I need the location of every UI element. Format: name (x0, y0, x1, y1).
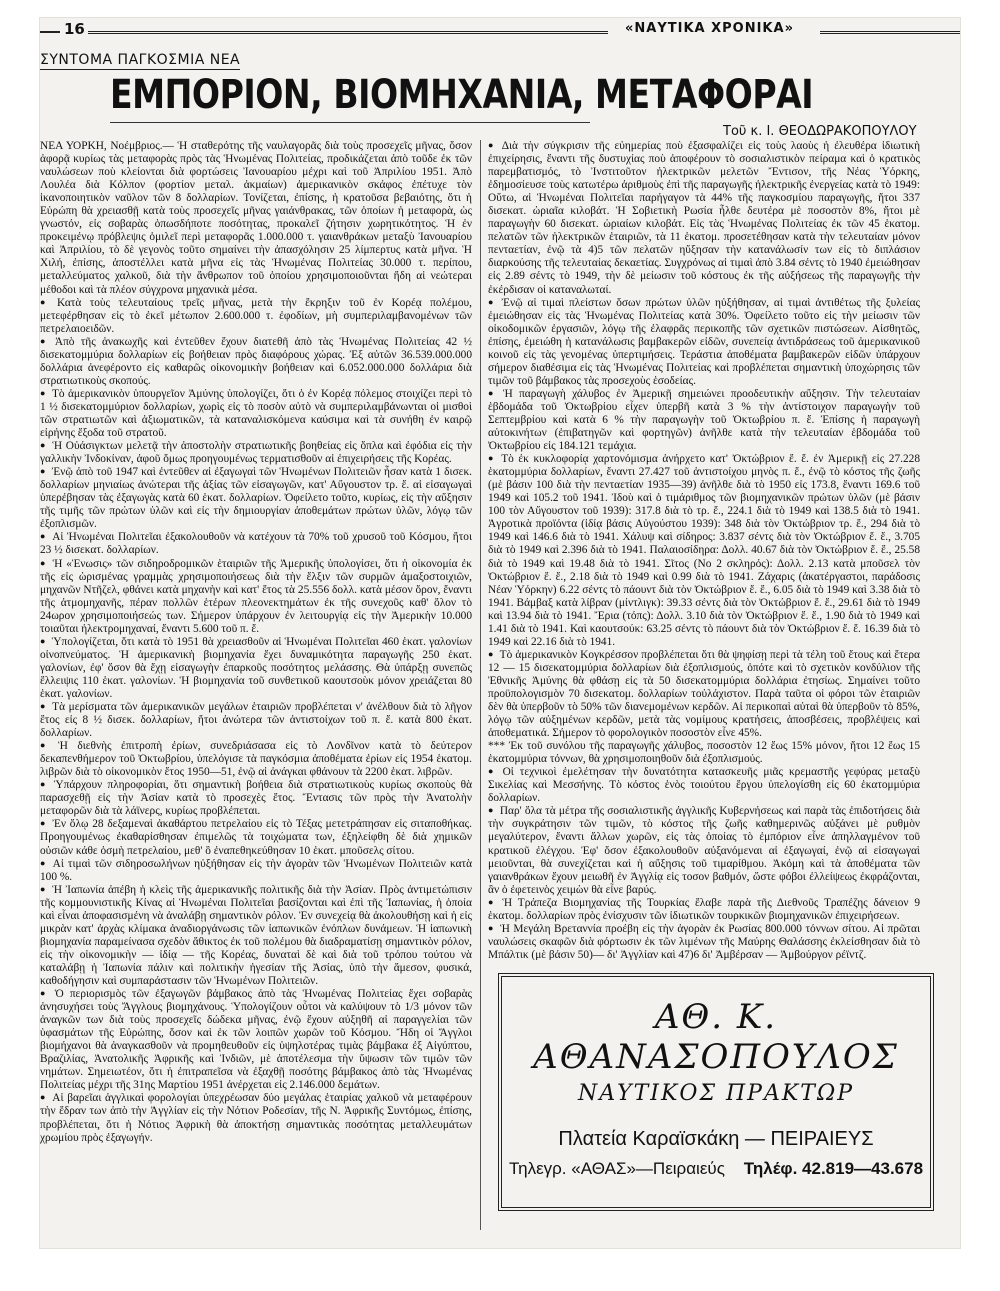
byline: Τοῦ κ. Ι. ΘΕΟΔΩΡΑΚΟΠΟΥΛΟΥ (723, 124, 917, 139)
article-paragraph: ● Ἡ Οὐάσιγκτων μελετᾷ τὴν ἀποστολὴν στρατιωτικῆς βοηθείας εἰς ὅπλα καὶ ἐφόδια εἰς τὴν γαλλικὴν Ἰνδοκίναν, ἀφοῦ ὅμως προηγουμένως τερματισθοῦν αἱ ἐπιχειρήσεις τῆς Κορέας. (40, 440, 472, 466)
article-paragraph: ● Τὸ ἀμερικανικὸν ὑπουργεῖον Ἀμύνης ὑπολογίζει, ὅτι ὁ ἐν Κορέᾳ πόλεμος στοιχίζει περὶ τὸ 1 ½ δισεκατομμύριον δολλαρίων, χωρὶς εἰς τὸ ποσὸν αὐτὸ νὰ συμπεριλαμβάνωνται οἱ μισθοὶ τῶν στρατιωτῶν καὶ ἀξιωματικῶν, τὰ καταναλισκόμενα καύσιμα καὶ τὰ συνήθη ἐν καιρῷ εἰρήνης ἔξοδα τοῦ στρατοῦ. (40, 388, 472, 440)
article-column-right (488, 140, 920, 960)
headline: ΕΜΠΟΡΙΟΝ, ΒΙΟΜΗΧΑΝΙΑ, ΜΕΤΑΦΟΡΑΙ (110, 72, 814, 118)
newspaper-page (40, 18, 960, 1248)
article-paragraph: ● Παρ' ὅλα τὰ μέτρα τῆς σοσιαλιστικῆς ἀγγλικῆς Κυβερνήσεως καὶ παρὰ τὰς ἐπιδοτήσεις διὰ τὴν συγκράτησιν τῶν τιμῶν, τὸ κόστος τῆς ζωῆς καθημερινῶς αὐξάνει μὲ ρυθμὸν μεγαλύτερον, ἔναντι ἄλλων χωρῶν, εἰς τὰς ὁποίας τὸ ἐμπόριον εἶνε ἀπηλλαγμένον τοῦ κρατικοῦ ἐλέγχου. Ἐφ' ὅσον ἐξακολουθοῦν αὐξανόμεναι αἱ ἐξαγωγαί, ἐνῷ αἱ εἰσαγωγαὶ μειοῦνται, θὰ συνεχίζεται καὶ ἡ αὔξησις τοῦ τιμαρίθμου. Ἀκόμη καὶ τὰ ἀποθέματα τῶν γαιανθράκων ἔχουν μειωθῆ ἐν Ἀγγλίᾳ εἰς τοσον βαθμόν, ὥστε φόβοι ἐλλείψεως ἐκφράζονται, ἂν ὁ ἐφετεινὸς χειμὼν θὰ εἶνε βαρύς. (488, 805, 920, 896)
article-paragraph: ● Αἱ Ἡνωμέναι Πολιτεῖαι ἐξακολουθοῦν νὰ κατέχουν τὰ 70% τοῦ χρυσοῦ τοῦ Κόσμου, ἤτοι 23 ½ δισεκατ. δολλαρίων. (40, 531, 472, 557)
header-rule (88, 31, 608, 34)
masthead: «ΝΑΥΤΙΚΑ ΧΡΟΝΙΚΑ» (625, 21, 794, 36)
article-paragraph: ● Ἡ Μεγάλη Βρεταννία προέβη εἰς τὴν ἀγορὰν ἐκ Ρωσίας 800.000 τόννων σίτου. Αἱ πρῶται ναυλώσεις σκαφῶν διὰ φόρτωσιν ἐκ τῶν λιμένων τῆς Μαύρης Θαλάσσης ἐκλείσθησαν διὰ τὸ Μπάλτικ (μὲ βάσιν 50)— δι' Ἀγγλίαν καὶ 47)6 δι' Ἀμβέρσαν — Ἀμβούργον ρέϊντζ. (488, 923, 920, 960)
article-paragraph: ● Οἱ τεχνικοὶ ἐμελέτησαν τὴν δυνατότητα κατασκευῆς μιᾶς κρεμαστῆς γεφύρας μεταξὺ Σικελίας καὶ Μεσσήνης. Τὸ κόστος ἑνὸς τοιούτου ἔργου ὑπελογίσθη εἰς 60 ἑκατομμύρια δολλαρίων. (488, 766, 920, 805)
ad-phone: Τηλέφ. 42.819—43.678 (743, 1159, 924, 1178)
advertisement-box (498, 973, 934, 1211)
article-paragraph: ● Ὑπάρχουν πληροφορίαι, ὅτι σημαντικὴ βοήθεια διὰ στρατιωτικοὺς κυρίως σκοποὺς θὰ παρασχεθῇ εἰς τὴν Ἀσίαν κατὰ τὸ προσεχὲς ἔτος. Ἔντασις τῶν πρὸς τὴν Ἀνατολὴν μεταφορῶν διὰ τὰ λάϊνερς, κυρίως προβλέπεται. (40, 779, 472, 818)
article-paragraph: ● Ἡ παραγωγὴ χάλυβος ἐν Ἀμερικῇ σημειώνει προοδευτικὴν αὔξησιν. Τὴν τελευταίαν ἑβδομάδα τοῦ Ὀκτωβρίου εἶχεν ὑπερβῆ κατὰ 3 % τὴν ἀντίστοιχον παραγωγὴν τοῦ Σεπτεμβρίου καὶ κατὰ 6 % τὴν παραγωγὴν τοῦ Ὀκτωβρίου π. ἔ. Ἐπίσης ἡ παραγωγὴ αὐτοκινήτων (ἐπιβατηγῶν καὶ φορτηγῶν) ἀνῆλθε κατὰ τὴν τελευταίαν ἑβδομάδα τοῦ Ὀκτωβρίου εἰς 184.121 τεμάχια. (488, 388, 920, 453)
ad-company-name: ΑΘ. Κ. ΑΘΑΝΑΣΟΠΟΥΛΟΣ (533, 997, 899, 1077)
article-paragraph: ● Ἀπὸ τῆς ἀνακωχῆς καὶ ἐντεῦθεν ἔχουν διατεθῆ ἀπὸ τὰς Ἡνωμένας Πολιτείας 42 ½ δισεκατομμύρια δολλαρίων εἰς βοήθειαν πρὸς διαφόρους χώρας. Ἐξ αὐτῶν 36.539.000.000 δολλάρια ἀνεφέροντο εἰς καθαρῶς οἰκονομικὴν βοήθειαν καὶ 6.052.000.000 δολλάρια διὰ στρατιωτικοὺς σκοπούς. (40, 336, 472, 388)
ad-contact (502, 1159, 930, 1179)
article-paragraph: ● Διὰ τὴν σύγκρισιν τῆς εὐημερίας ποὺ ἐξασφαλίζει εἰς τοὺς λαοὺς ἡ ἐλευθέρα ἰδιωτικὴ ἐπιχείρησις, ἔναντι τῆς δυστυχίας ποὺ ἀποφέρουν τὸ σοσιαλιστικὸν πείραμα καὶ ὁ κρατικὸς παρεμβατισμός, τὸ Ἰνστιτοῦτον ἠλεκτρικῶν μελετῶν Ἔντισον, τῆς Νέας Ὑόρκης, ἐδημοσίευσε τοὺς κατωτέρω ἀριθμοὺς ἐπὶ τῆς παραγωγῆς ἠλεκτρικῆς ἐνεργείας κατὰ τὸ 1949: Οὕτω, αἱ Ἡνωμέναι Πολιτεῖαι παρήγαγον τὰ 44% τῆς παγκοσμίου παραγωγῆς, ἤτοι 337 δισεκατ. ὡριαῖα κιλοβάτ. Ἡ Σοβιετικὴ Ρωσία ἦλθε δευτέρα μὲ ποσοστὸν 8%, ἤτοι μὲ παραγωγὴν 60 δισεκατ. ὡριαίων κιλοβάτ. Εἰς τὰς Ἡνωμένας Πολιτείας ἐκ τῶν 45 ἑκατομ. πελατῶν τῶν ἠλεκτρικῶν ἑταιριῶν, τὰ 11 ἑκατομ. προσετέθησαν κατὰ τὴν τελευταίαν μόνον πενταετίαν, ἐνῷ τὰ 4)5 τῶν πελατῶν ηὔξησαν τὴν κατανάλωσίν των εἰς τὸ διπλάσιον διαρκούσης τῆς τελευταίας δεκαετίας. Συγχρόνως αἱ τιμαὶ ἀπὸ 3.84 σέντς τὸ 1940 ἐμειώθησαν εἰς 2.89 σέντς τὸ 1949, τὴν δὲ μείωσιν τοῦ κόστους ἐκ τῆς αὐξήσεως τῆς παραγωγῆς τὴν ἐκέρδισαν οἱ καταναλωταί. (488, 140, 920, 297)
article-paragraph: ● Αἱ βαρεῖαι ἀγγλικαὶ φορολογίαι ὑπεχρέωσαν δύο μεγάλας ἑταιρίας χαλκοῦ νὰ μεταφέρουν τὴν ἕδραν των ἀπὸ τὴν Ἀγγλίαν εἰς τὴν Νότιον Ροδεσίαν, τῆς Ν. Ἀφρικῆς Συντόμως, ἐπίσης, προβλέπεται, ὅτι ἡ Νότιος Ἀφρικὴ θὰ ἀποκτήσῃ σημαντικὰς ποσότητας μεταλλευμάτων χρωμίου πρὸς ἐξαγωγήν. (40, 1092, 472, 1144)
article-paragraph: ● Αἱ τιμαὶ τῶν σιδηροσωλήνων ηὐξήθησαν εἰς τὴν ἀγορὰν τῶν Ἡνωμένων Πολιτειῶν κατὰ 100 %. (40, 858, 472, 884)
header-rule (820, 31, 960, 34)
running-header (40, 20, 960, 42)
article-paragraph: ● Ἐν ὅλῳ 28 δεξαμεναὶ ἀκαθάρτου πετρελαίου εἰς τὸ Τέξας μετετράπησαν εἰς σιταποθήκας. Προηγουμένως ἐκαθαρίσθησαν ἐπιμελῶς τὰ τοιχώματα των, ἐξηλείφθη δὲ διὰ χημικῶν οὐσιῶν κάθε ὀσμὴ πετρελαίου, μεθ' ὃ ἐναπεθηκεύθησαν 10 ἑκατ. μποῦσελς σίτου. (40, 818, 472, 857)
article-paragraph: ● Ὑπολογίζεται, ὅτι κατὰ τὸ 1951 θὰ χρειασθοῦν αἱ Ἡνωμέναι Πολιτεῖαι 460 ἑκατ. γαλονίων οἰνοπνεύματος. Ἡ ἀμερικανικὴ βιομηχανία ἔχει δυναμικότητα παραγωγῆς 250 ἑκατ. γαλονίων, ἐφ' ὅσον θὰ ἔχῃ εἰσαγωγὴν ἐπαρκοῦς ποσότητος μελάσσης. Θὰ ὑπάρξῃ συνεπῶς ἔλλειψις 110 ἑκατ. γαλονίων. Ἡ βιομηχανία τοῦ συνθετικοῦ καουτσοὺκ μόνον χρειάζεται 80 ἑκατ. γαλονίων. (40, 636, 472, 701)
ad-role: ΝΑΥΤΙΚΟΣ ΠΡΑΚΤΩΡ (577, 1081, 855, 1106)
article-paragraph: *** Ἐκ τοῦ συνόλου τῆς παραγωγῆς χάλυβος, ποσοστὸν 12 ἕως 15% μόνον, ἤτοι 12 ἕως 15 ἑκατομμύρια τόννων, θὰ χρησιμοποιηθοῦν διὰ ἐξοπλισμούς. (488, 740, 920, 766)
article-paragraph: ● Τὸ ἀμερικανικὸν Κογκρέσσον προβλέπεται ὅτι θὰ ψηφίσῃ περὶ τὰ τέλη τοῦ ἔτους καὶ ἕτερα 12 — 15 δισεκατομμύρια δολλαρίων διὰ ἐξοπλισμούς, ὁπότε καὶ τὸ σχετικὸν κονδύλιον τῆς Ἐθνικῆς Ἀμύνης θὰ φθάσῃ εἰς τὰ 50 δισεκατομμύρια δολλάρια ἐτησίως. Σημαίνει τοῦτο προϋπολογισμὸν 70 δισεκατομ. δολλαρίων τοὐλάχιστον. Παρὰ ταῦτα οἱ φόροι τῶν ἑταιριῶν δὲν θὰ ὑπερβοῦν τὸ 50% τῶν διανεμομένων κερδῶν. Αἱ περικοπαὶ αὐταὶ θὰ ὑπερβοῦν τὸ 85%, λόγῳ τῶν αὐξημένων κερδῶν, μετὰ τὰς νομίμους κρατήσεις, ἀποσβέσεις, προβλέψεις καὶ ἀποθεματικά. Σήμερον τὸ φορολογικὸν ποσοστὸν εἶνε 45%. (488, 649, 920, 740)
article-paragraph: ΝΕΑ ΥΟΡΚΗ, Νοέμβριος.— Ἡ σταθερότης τῆς ναυλαγορᾶς διὰ τοὺς προσεχεῖς μῆνας, ὅσον ἀφορᾷ κυρίως τὰς μεταφορὰς πρὸς τὰς Ἡνωμένας Πολιτείας, προδικάζεται ἀπὸ τοῦδε ἐκ τῶν ναυλώσεων ποὺ κλείονται διὰ φορτώσεις Ἰανουαρίου μέχρι καὶ τοῦ Ἀπριλίου 1951. Ἀπὸ Λουλέα διὰ Κόλπον (φορτίον μεταλ. ἀκμαίων) ἀμερικανικὸν σκάφος ἐπέτυχε τὸν ἱκανοποιητικὸν ναῦλον τῶν 8 δολλαρίων. Τονίζεται, ἐπίσης, ἡ κρατοῦσα βεβαιότης, ὅτι ἡ Εὐρώπη θὰ χρειασθῇ κατὰ τοὺς προσεχεῖς μῆνας γαιάνθρακας, τῶν ὁποίων ἡ μεταφορὰ, ὡς γνωστόν, εἰς σοβαρὰς ὁπωσδήποτε ποσότητας, προκαλεῖ ζήτησιν χωρητικότητος. Ἡ ἐν προκειμένῳ πρόβλεψις ὁμιλεῖ περὶ μεταφορᾶς 1.000.000 τ. γαιανθράκων μεταξὺ Ἰανουαρίου καὶ Ἀπριλίου, τὸ δὲ γεγονὸς τοῦτο σημαίνει τὴν ἀπασχόλησιν 25 λίμπερτυς κατὰ μῆνα. Ἡ Χιλή, ἐπίσης, ἀποστέλλει κατὰ μῆνα εἰς τὰς Ἡνωμένας Πολιτείας 30.000 τ. περίπου, μεταλλεύματος χαλκοῦ, διὰ τὴν ἄνθρωπον τοῦ ὁποίου χρησιμοποιοῦνται ἤδη αἱ νεώτεραι μέθοδοι καὶ τὰ πλέον σύγχρονα μηχανικὰ μέσα. (40, 140, 472, 296)
ad-telegraph: Τηλεγρ. «ΑΘΑΣ»—Πειραιεύς (508, 1159, 725, 1178)
article-paragraph: ● Ἡ Ἰαπωνία ἀπέβη ἡ κλεὶς τῆς ἀμερικανικῆς πολιτικῆς διὰ τὴν Ἀσίαν. Πρὸς ἀντιμετώπισιν τῆς κομμουνιστικῆς Κίνας αἱ Ἡνωμέναι Πολιτεῖαι βασίζονται καὶ ἐπὶ τῆς Ἰαπωνίας, ἡ ὁποία καὶ εἶναι ἀποφασισμένη νὰ ἀναλάβῃ σημαντικὸν ρόλον. Ἐν συνεχείᾳ θὰ ἀκολουθήσῃ καὶ ἡ εἰς μικρὰν κατ' ἀρχὰς κλίμακα ἀναδιοργάνωσις τῶν ἰαπωνικῶν ἐνόπλων δυνάμεων. Ἡ ἰαπωνικὴ βιομηχανία παραμείνασα σχεδὸν ἄθικτος ἐκ τοῦ πολέμου θὰ διαδραματίσῃ σημαντικὸν ρόλον, εἰς τὴν οἰκονομικὴν — ἰδίᾳ — τῆς Κορέας, δυναταὶ δὲ καὶ διὰ τοῦ τρόπου τούτου νὰ καταλάβῃ ἡ Ἰαπωνία πάλιν καὶ πολιτικὴν ἡγεσίαν τῆς Ἀσίας, ὑπὸ τὴν ἄμεσον, φυσικά, καθοδήγησιν καὶ συμπαράστασιν τῶν Ἡνωμένων Πολιτειῶν. (40, 884, 472, 988)
article-paragraph: ● Ἐνῷ ἀπὸ τοῦ 1947 καὶ ἐντεῦθεν αἱ ἐξαγωγαὶ τῶν Ἡνωμένων Πολιτειῶν ἦσαν κατὰ 1 δισεκ. δολλαρίων μηνιαίως ἀνώτεραι τῆς ἀξίας τῶν εἰσαγωγῶν, κατ' Αὔγουστον τρ. ἔ. αἱ εἰσαγωγαὶ ὑπερέβησαν τὰς ἐξαγωγὰς κατὰ 60 ἑκατ. δολλαρίων. Ὀφείλετο τοῦτο, κυρίως, εἰς τὴν αὔξησιν τῆς τιμῆς τῶν πρώτων ὑλῶν καὶ εἰς τὴν δημιουργίαν ἀποθεμάτων πρώτων ὑλῶν, λόγῳ τῶν ἐξοπλισμῶν. (40, 466, 472, 531)
section-rubric: ΣΥΝΤΟΜΑ ΠΑΓΚΟΣΜΙΑ ΝΕΑ (40, 52, 241, 68)
article-paragraph: ● Ὁ περιορισμὸς τῶν ἐξαγωγῶν βάμβακος ἀπὸ τὰς Ἡνωμένας Πολιτείας ἔχει σοβαρὰς ἀνησυχήσει τοὺς Ἄγγλους βιομηχάνους. Ὑπολογίζουν οὗτοι νὰ καλύψουν τὸ 1/3 μόνον τῶν ἀναγκῶν των διὰ τοὺς προσεχεῖς δώδεκα μῆνας, ἐνῷ ἔχουν αὐξηθῆ αἱ παραγγελίαι τῶν ὑφασμάτων τῆς Εὐρώπης, ὅσον καὶ ἐκ τῶν λοιπῶν χωρῶν τοῦ Κόσμου. Ἤδη οἱ Ἄγγλοι βιομήχανοι θὰ ἀναγκασθοῦν νὰ προμηθευθοῦν εἰς ὑψηλοτέρας τιμὰς βάμβακα ἐξ Αἰγύπτου, Βραζιλίας, Ἀνατολικῆς Ἀφρικῆς καὶ Ἰνδιῶν, μὲ ἀποτέλεσμα τὴν ὕψωσιν τῶν τιμῶν τῶν νημάτων. Σημειωτέον, ὅτι ἡ ἐπιτραπεῖσα νὰ ἐξαχθῇ ποσότης βάμβακος ἀπὸ τὰς Ἡνωμένας Πολιτείας μέχρι τῆς 31ης Μαρτίου 1951 ἀνέρχεται εἰς 2.146.000 δεμάτων. (40, 988, 472, 1092)
header-rule (40, 31, 60, 33)
article-paragraph: ● Ἡ «Ἑνωσις» τῶν σιδηροδρομικῶν ἑταιριῶν τῆς Ἀμερικῆς ὑπολογίσει, ὅτι ἡ οἰκονομία ἐκ τῆς εἰς ὡρισμένας γραμμὰς χρησιμοποιήσεως διὰ τὴν ἕλξιν τῶν συρμῶν ἀμαξοστοιχιῶν, μηχανῶν Ντῆζελ, φθάνει κατὰ μηχανὴν καὶ κατ' ἔτος τὰ 25.556 δολλ. κατὰ μέσον ὅρον, ἔναντι τῆς ἀτμομηχανῆς, πέραν πολλῶν ἑτέρων πλεονεκτημάτων ἐκ τῆς συνεχοῦς καθ' ὅλον τὸ 24ωρον χρησιμοποιήσεώς των. Σήμερον ὑπάρχουν ἐν λειτουργίᾳ εἰς τὴν Ἀμερικὴν 10.000 τοιαῦται ἠλεκτρομηχαναί, ἔναντι 5.600 τοῦ π. ἔ. (40, 558, 472, 636)
ad-address: Πλατεία Καραϊσκάκη — ΠΕΙΡΑΙΕΥΣ (558, 1128, 874, 1150)
headline-rule (110, 122, 590, 123)
article-paragraph: ● Κατὰ τοὺς τελευταίους τρεῖς μῆνας, μετὰ τὴν ἔκρηξιν τοῦ ἐν Κορέᾳ πολέμου, μετεφέρθησαν εἰς τὸ ἐκεῖ μέτωπον 2.600.000 τ. ἐφοδίων, μὴ συμπεριλαμβανομένων τῶν πετρελαιοειδῶν. (40, 297, 472, 336)
article-paragraph: ● Ἐνῷ αἱ τιμαὶ πλείστων ὅσων πρώτων ὑλῶν ηὐξήθησαν, αἱ τιμαὶ ἀντιθέτως τῆς ξυλείας ἐμειώθησαν εἰς τὰς Ἡνωμένας Πολιτείας κατὰ 30%. Ὀφείλετο τοῦτο εἰς τὴν μείωσιν τῶν οἰκοδομικῶν ἐργασιῶν, λόγῳ τῆς ἐλαφρᾶς περικοπῆς τῶν σχετικῶν πιστώσεων. Αἰσθητῶς, ἐπίσης, ἐμειώθη ἡ κατανάλωσις βαμβακερῶν εἰδῶν, συνεπείᾳ ἀντιδράσεως τοῦ ἀμερικανικοῦ κοινοῦ εἰς τὰς γενομένας ὑπερτιμήσεις. Τεράστια ἀποθέματα βαμβακερῶν εἰδῶν ὑπάρχουν σήμερον διαθέσιμα εἰς τὰς Ἡνωμένας Πολιτείας καὶ προβλέπεται σημαντικὴ ὑποχώρησις τῶν τιμῶν τοῦ βάμβακος τὰς προσεχοὺς ἑσοδείας. (488, 297, 920, 388)
article-column-left (40, 140, 472, 1240)
column-divider (480, 140, 481, 1230)
article-paragraph: ● Τὰ μερίσματα τῶν ἀμερικανικῶν μεγάλων ἑταιριῶν προβλέπεται ν' ἀνέλθουν διὰ τὸ λῆγον ἔτος εἰς 8 ½ δισεκ. δολλαρίων, ἤτοι ἀνώτερα τῶν ἀντιστοίχων τοῦ π. ἔ. κατὰ 800 ἑκατ. δολλαρίων. (40, 701, 472, 740)
article-paragraph: ● Τὸ ἐκ κυκλοφορίᾳ χαρτονόμισμα ἀνήρχετο κατ' Ὀκτώβριον ἔ. ἔ. ἐν Ἀμερικῇ εἰς 27.228 ἑκατομμύρια δολλαρίων, ἔναντι 27.427 τοῦ ἀντιστοίχου μηνὸς π. ἔ., ἐνῷ τὸ κόστος τῆς ζωῆς (μὲ βάσιν 100 διὰ τὴν πενταετίαν 1935—39) ἀνῆλθε διὰ τὸ 1950 εἰς 173.8, ἔναντι 169.6 τοῦ 1949 καὶ 105.2 τοῦ 1941. Ἰδοὺ καὶ ὁ τιμάριθμος τῶν βιομηχανικῶν πρώτων ὑλῶν (μὲ βάσιν 100 τὸν Αὔγουστον τοῦ 1939): 317.8 διὰ τὸ τρ. ἔ., 224.1 διὰ τὸ 1949 καὶ 138.5 διὰ τὸ 1941. Ἀγροτικὰ προϊόντα (ἰδίᾳ βάσις Αὐγούστου 1939): 348 διὰ τὸν Ὀκτώβριον τρ. ἔ., 294 διὰ τὸ 1949 καὶ 146.6 διὰ τὸ 1941. Χάλυψ καὶ σίδηρος: 3.837 σέντς διὰ τὸν Ὀκτώβριον ἔ. ἔ., 3.705 διὰ τὸ 1949 καὶ 2.396 διὰ τὸ 1941. Παλαιοσίδηρα: Δολλ. 40.67 διὰ τὸν Ὀκτώβριον ἔ. ἔ., 25.58 διὰ τὸ 1949 καὶ 19.48 διὰ τὸ 1941. Σῖτος (Νο 2 σκληρός): Δολλ. 2.13 κατὰ μποῦσελ τὸν Ὀκτώβριον ἔ. ἔ., 2.18 διὰ τὸ 1949 καὶ 0.99 διὰ τὸ 1941. Ζάχαρις (ἀκατέργαστοι, παράδοσις Νέαν Ὑόρκην) 6.22 σέντς τὸ πάουντ διὰ τὸν Ὀκτώβριον ἔ. ἔ., 6.05 διὰ τὸ 1949 καὶ 3.38 διὰ τὸ 1941. Βάμβαξ κατὰ λίβραν (μίντλιγκ): 39.33 σέντς διὰ τὸν Ὀκτώβριον ἔ. ἔ., 29.61 διὰ τὸ 1949 καὶ 13.94 διὰ τὸ 1941. Ἔρια (τόπς): Δολλ. 3.10 διὰ τὸν Ὀκτώβριον ἔ. ἔ., 1.90 διὰ τὸ 1949 καὶ 1.41 διὰ τὸ 1941. Καὶ καουτσούκ: 63.25 σέντς τὸ πάουντ διὰ τὸν Ὀκτώβριον ἔ. ἔ. 16.39 διὰ τὸ 1949 καὶ 22.16 διὰ τὸ 1941. (488, 453, 920, 649)
page-number: 16 (64, 20, 85, 38)
article-paragraph: ● Ἡ Τράπεζα Βιομηχανίας τῆς Τουρκίας ἔλαβε παρὰ τῆς Διεθνοῦς Τραπέζης δάνειον 9 ἑκατομ. δολλαρίων πρὸς ἐνίσχυσιν τῶν ἰδιωτικῶν τουρκικῶν βιομηχανικῶν ἐπιχειρήσεων. (488, 897, 920, 923)
article-paragraph: ● Ἡ διεθνὴς ἐπιτροπὴ ἐρίων, συνεδριάσασα εἰς τὸ Λονδῖνον κατὰ τὸ δεύτερον δεκαπενθήμερον τοῦ Ὀκτωβρίου, ὑπελόγισε τὰ παγκόσμια ἀποθέματα ἐρίων εἰς 1954 ἑκατομ. λιβρῶν διὰ τὸ οἰκονομικὸν ἔτος 1950—51, ἐνῷ αἱ ἀνάγκαι φθάνουν τὰ 2200 ἑκατ. λιβρῶν. (40, 740, 472, 779)
